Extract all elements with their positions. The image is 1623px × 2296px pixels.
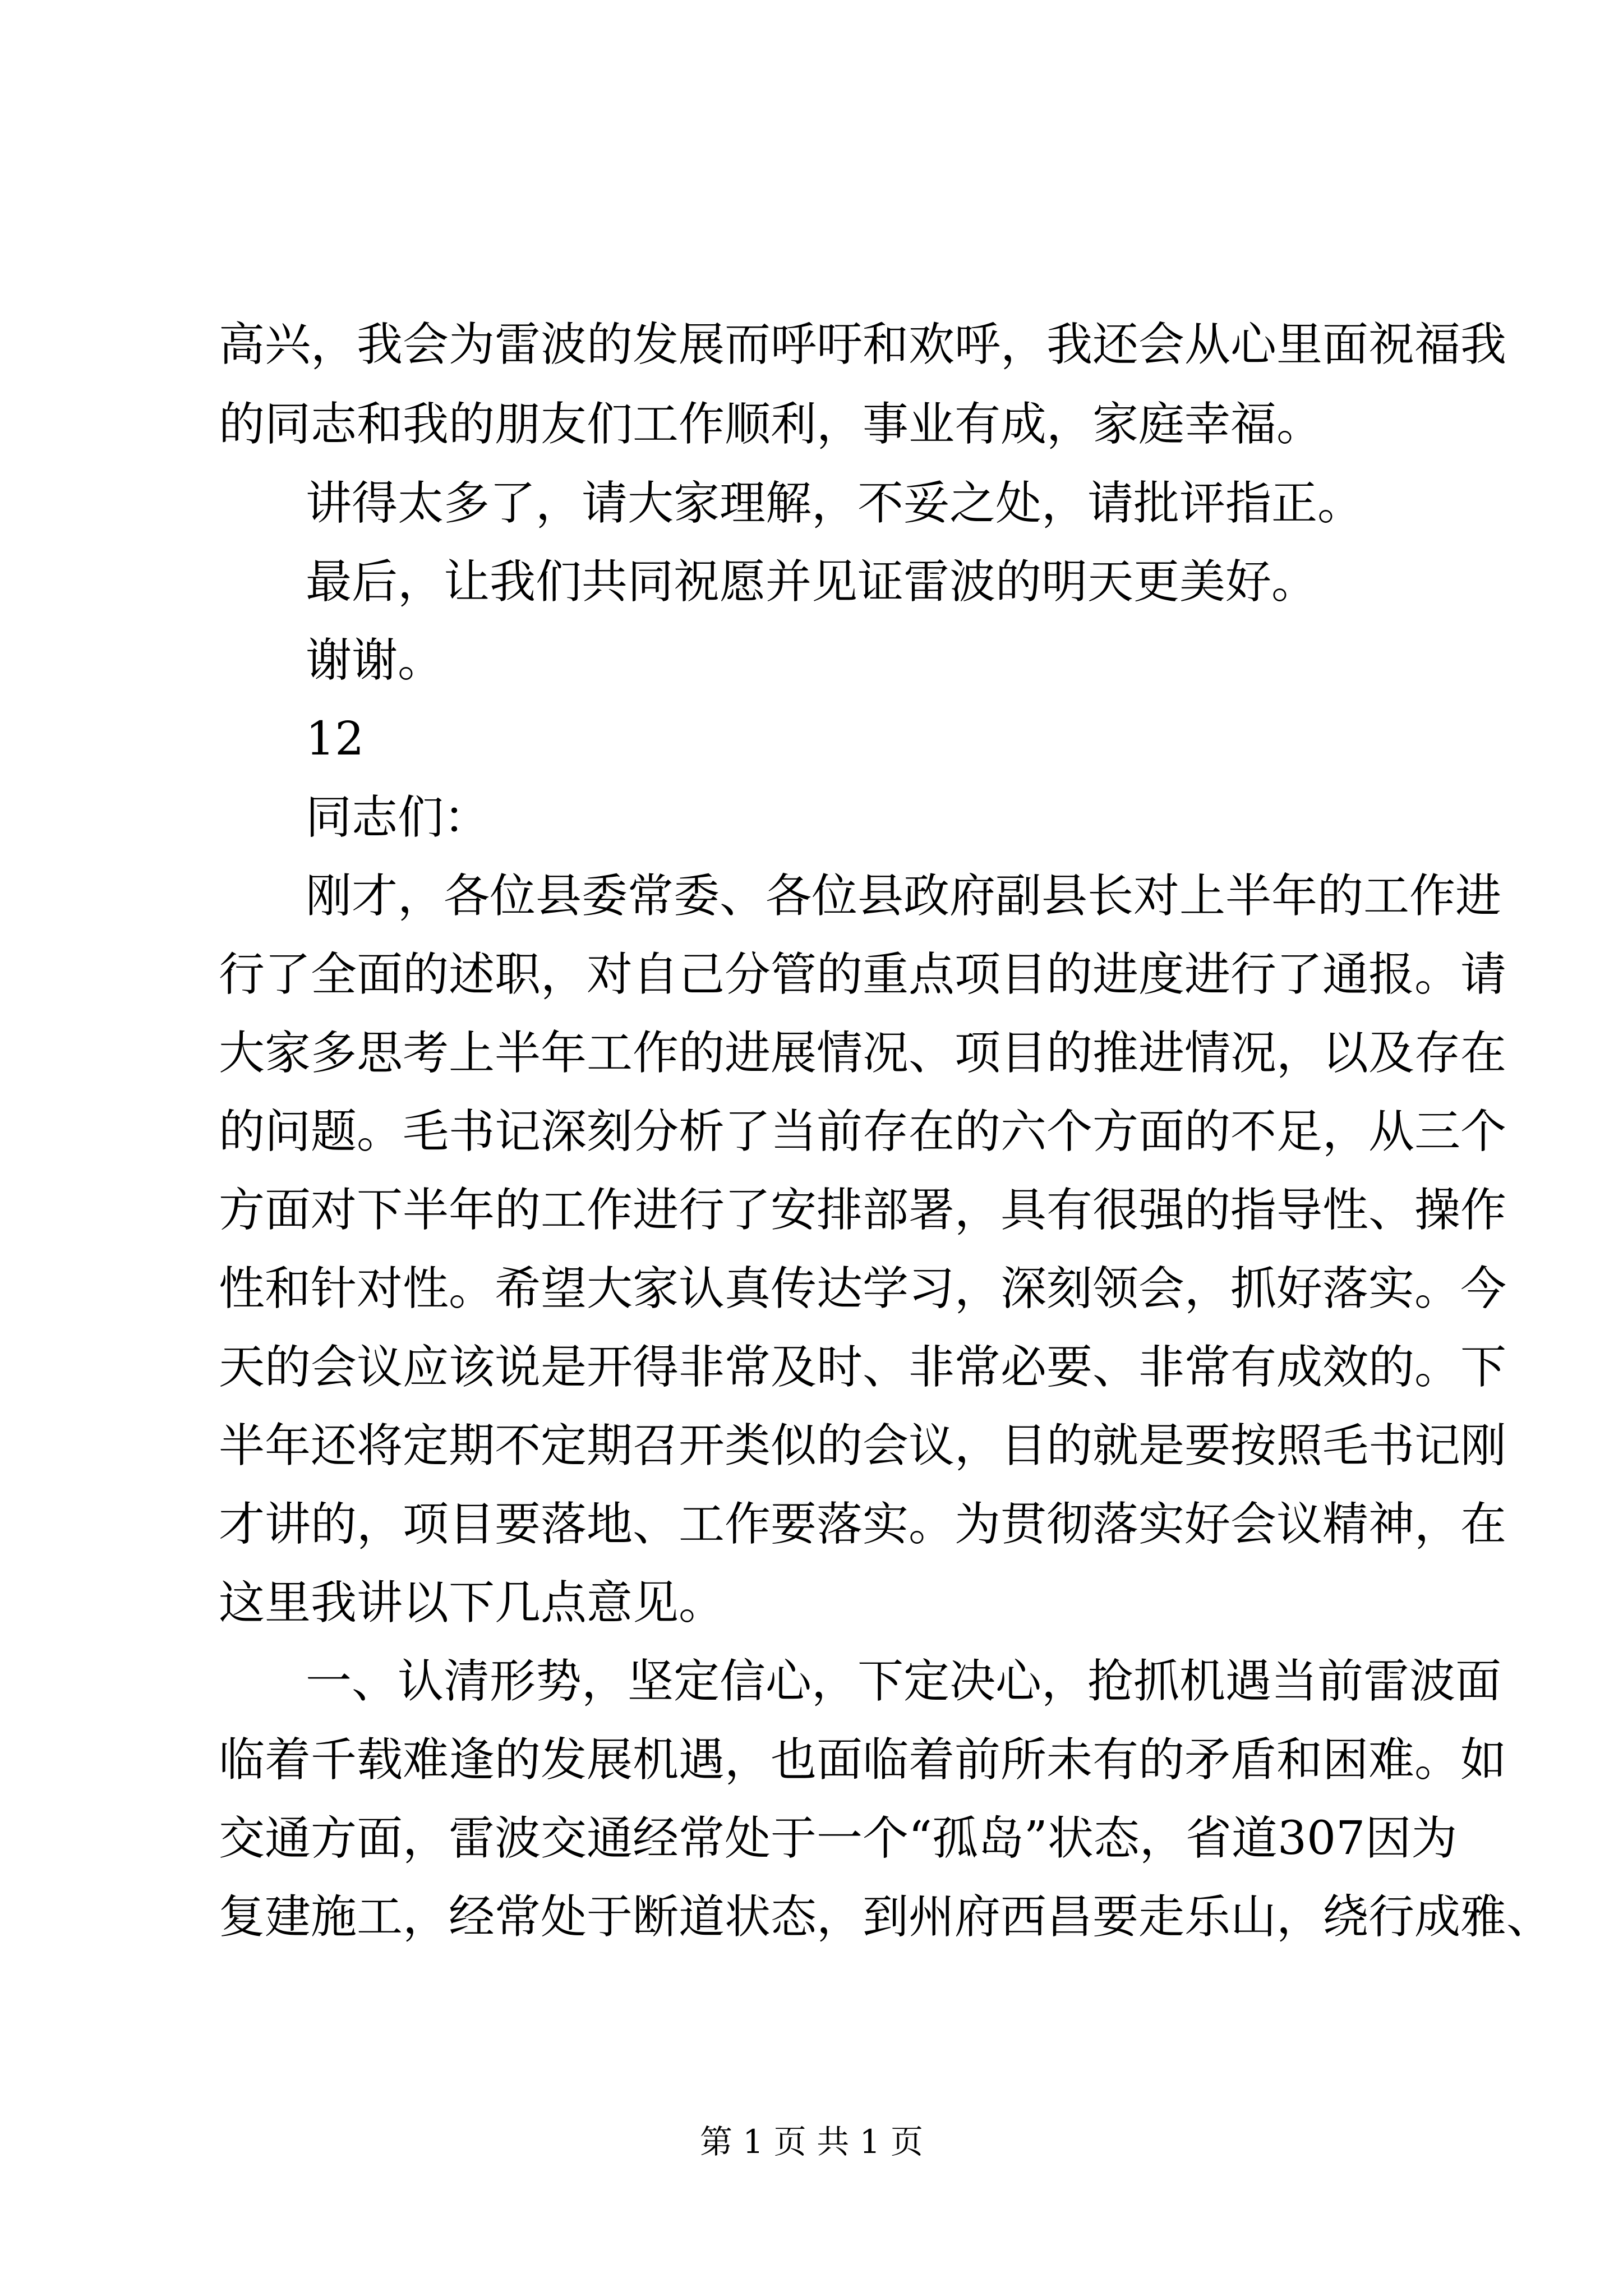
section-number: 12 bbox=[306, 712, 365, 766]
text-line: 这里我讲以下几点意见。 bbox=[219, 1576, 725, 1630]
text-line: 半年还将定期不定期召开类似的会议，目的就是要按照毛书记刚 bbox=[219, 1419, 1507, 1473]
salutation: 同志们： bbox=[306, 791, 490, 844]
text-line: 讲得太多了，请大家理解，不妥之处，请批评指正。 bbox=[306, 477, 1364, 530]
text-line: 刚才，各位县委常委、各位县政府副县长对上半年的工作进 bbox=[306, 869, 1502, 923]
text-line: 复建施工，经常处于断道状态，到州府西昌要走乐山，绕行成雅、 bbox=[219, 1890, 1553, 1944]
text-line: 天的会议应该说是开得非常及时、非常必要、非常有成效的。下 bbox=[219, 1341, 1507, 1394]
text-line: 临着千载难逢的发展机遇，也面临着前所未有的矛盾和困难。如 bbox=[219, 1733, 1507, 1787]
text-line: 的问题。毛书记深刻分析了当前存在的六个方面的不足，从三个 bbox=[219, 1105, 1507, 1158]
text-line: 谢谢。 bbox=[306, 634, 444, 687]
text-line: 方面对下半年的工作进行了安排部署，具有很强的指导性、操作 bbox=[219, 1184, 1507, 1237]
text-line: 大家多思考上半年工作的进展情况、项目的推进情况，以及存在 bbox=[219, 1027, 1507, 1080]
text-line: 最后，让我们共同祝愿并见证雷波的明天更美好。 bbox=[306, 555, 1318, 609]
text-line: 一、认清形势，坚定信心，下定决心，抢抓机遇当前雷波面 bbox=[306, 1655, 1502, 1708]
text-line: 才讲的，项目要落地、工作要落实。为贯彻落实好会议精神，在 bbox=[219, 1498, 1507, 1551]
text-line: 行了全面的述职，对自己分管的重点项目的进度进行了通报。请 bbox=[219, 948, 1507, 1001]
page-footer: 第 1 页 共 1 页 bbox=[700, 2123, 923, 2161]
text-line: 交通方面，雷波交通经常处于一个“孤岛”状态，省道307因为 bbox=[219, 1812, 1458, 1865]
text-line: 的同志和我的朋友们工作顺利，事业有成，家庭幸福。 bbox=[219, 398, 1323, 451]
text-line: 高兴，我会为雷波的发展而呼吁和欢呼，我还会从心里面祝福我 bbox=[219, 318, 1507, 371]
text-line: 性和针对性。希望大家认真传达学习，深刻领会，抓好落实。今 bbox=[219, 1262, 1507, 1315]
